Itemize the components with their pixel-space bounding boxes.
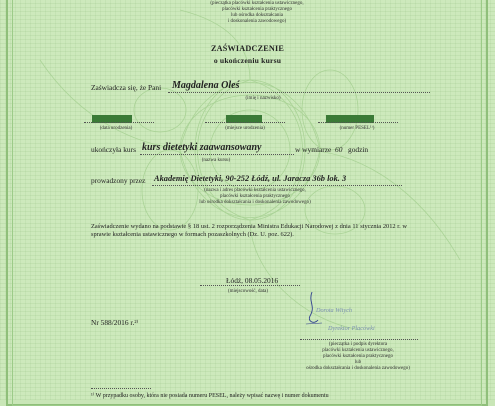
- place-date-caption: (miejscowość, data): [228, 289, 268, 294]
- place-date-underline: [200, 285, 300, 286]
- birth-place-dots: [205, 122, 285, 123]
- signatory-name: Dorota Witych: [316, 307, 353, 314]
- organizer-caption: [190, 188, 320, 206]
- footnote-rule: [91, 388, 151, 389]
- hours-value: 60: [335, 145, 343, 154]
- birth-date-dots: [84, 122, 154, 123]
- signature-underline: [300, 339, 418, 340]
- stamp-caption-line: placówki kształcenia praktycznego: [222, 7, 292, 12]
- course-underline: [140, 154, 294, 155]
- signatory-role: Dyrektor Placówki: [328, 325, 375, 332]
- place-date: Łódź, 08.05.2016: [226, 276, 279, 285]
- name-caption: (imię i nazwisko): [245, 96, 281, 101]
- person-name: Magdalena Oleś: [172, 80, 240, 91]
- stamp-caption-line: (pieczątka placówki kształcenia ustawicznego,: [210, 1, 304, 6]
- organizer-caption-line: placówki kształcenia praktycznego: [220, 194, 290, 199]
- stamp-caption-line: lub ośrodka dokształcania: [231, 13, 283, 18]
- legal-basis: Zaświadczenie wydano na podstawie § 18 ust. 2 rozporządzenia Ministra Edukacji Narodowej z dnia 11 stycznia 2012 r. w sprawie kształcenia ustawicznego w formach pozaszkolnych (Dz. U. poz. 622).: [91, 223, 407, 239]
- signature-caption-line: ośrodka dokształcania i doskonalenia zawodowego): [306, 366, 410, 371]
- pesel-dots: [318, 122, 398, 123]
- birth-place-caption: (miejsce urodzenia): [225, 126, 265, 131]
- hours-suffix: godzin: [348, 145, 369, 154]
- stamp-caption-line: i doskonalenia zawodowego): [227, 19, 287, 24]
- footnote: ¹⁾ W przypadku osoby, która nie posiada numeru PESEL, należy wpisać nazwę i numer dokumentu: [91, 393, 329, 399]
- signature-caption-line: (pieczątka i podpis dyrektora: [328, 342, 388, 347]
- signature-caption-line: lub: [354, 360, 362, 365]
- organizer-underline: [152, 185, 402, 186]
- name-underline: [168, 92, 430, 93]
- birth-date-caption: (data urodzenia): [99, 126, 133, 131]
- stamp-caption: [182, 1, 332, 25]
- signature-caption: [298, 342, 418, 372]
- certificate-subtitle: o ukończeniu kursu: [213, 56, 282, 65]
- signature-caption-line: placówki kształcenia praktycznego: [323, 354, 393, 359]
- certificate-title: ZAŚWIADCZENIE: [210, 44, 285, 53]
- signature-caption-line: placówki kształcenia ustawicznego,: [322, 348, 394, 353]
- course-caption: (nazwa kursu): [201, 158, 231, 163]
- organizer-caption-line: lub ośrodka dokształcania i doskonalenia zawodowego): [199, 200, 311, 205]
- intro-text: Zaświadcza się, że Pani: [91, 83, 162, 92]
- certificate-number: Nr 588/2016 r.²⁾: [91, 318, 139, 327]
- organizer-name: Akademię Dietetyki, 90-252 Łódź, ul. Jaracza 36b lok. 3: [154, 174, 347, 183]
- pesel-caption: (numer PESEL¹⁾): [339, 126, 375, 131]
- organizer-prefix: prowadzony przez: [91, 176, 146, 185]
- course-name: kurs dietetyki zaawansowany: [142, 142, 262, 153]
- hours-prefix: w wymiarze: [295, 145, 332, 154]
- organizer-caption-line: (nazwa i adres placówki kształcenia ustawicznego,: [204, 188, 306, 193]
- course-prefix: ukończyła kurs: [91, 145, 136, 154]
